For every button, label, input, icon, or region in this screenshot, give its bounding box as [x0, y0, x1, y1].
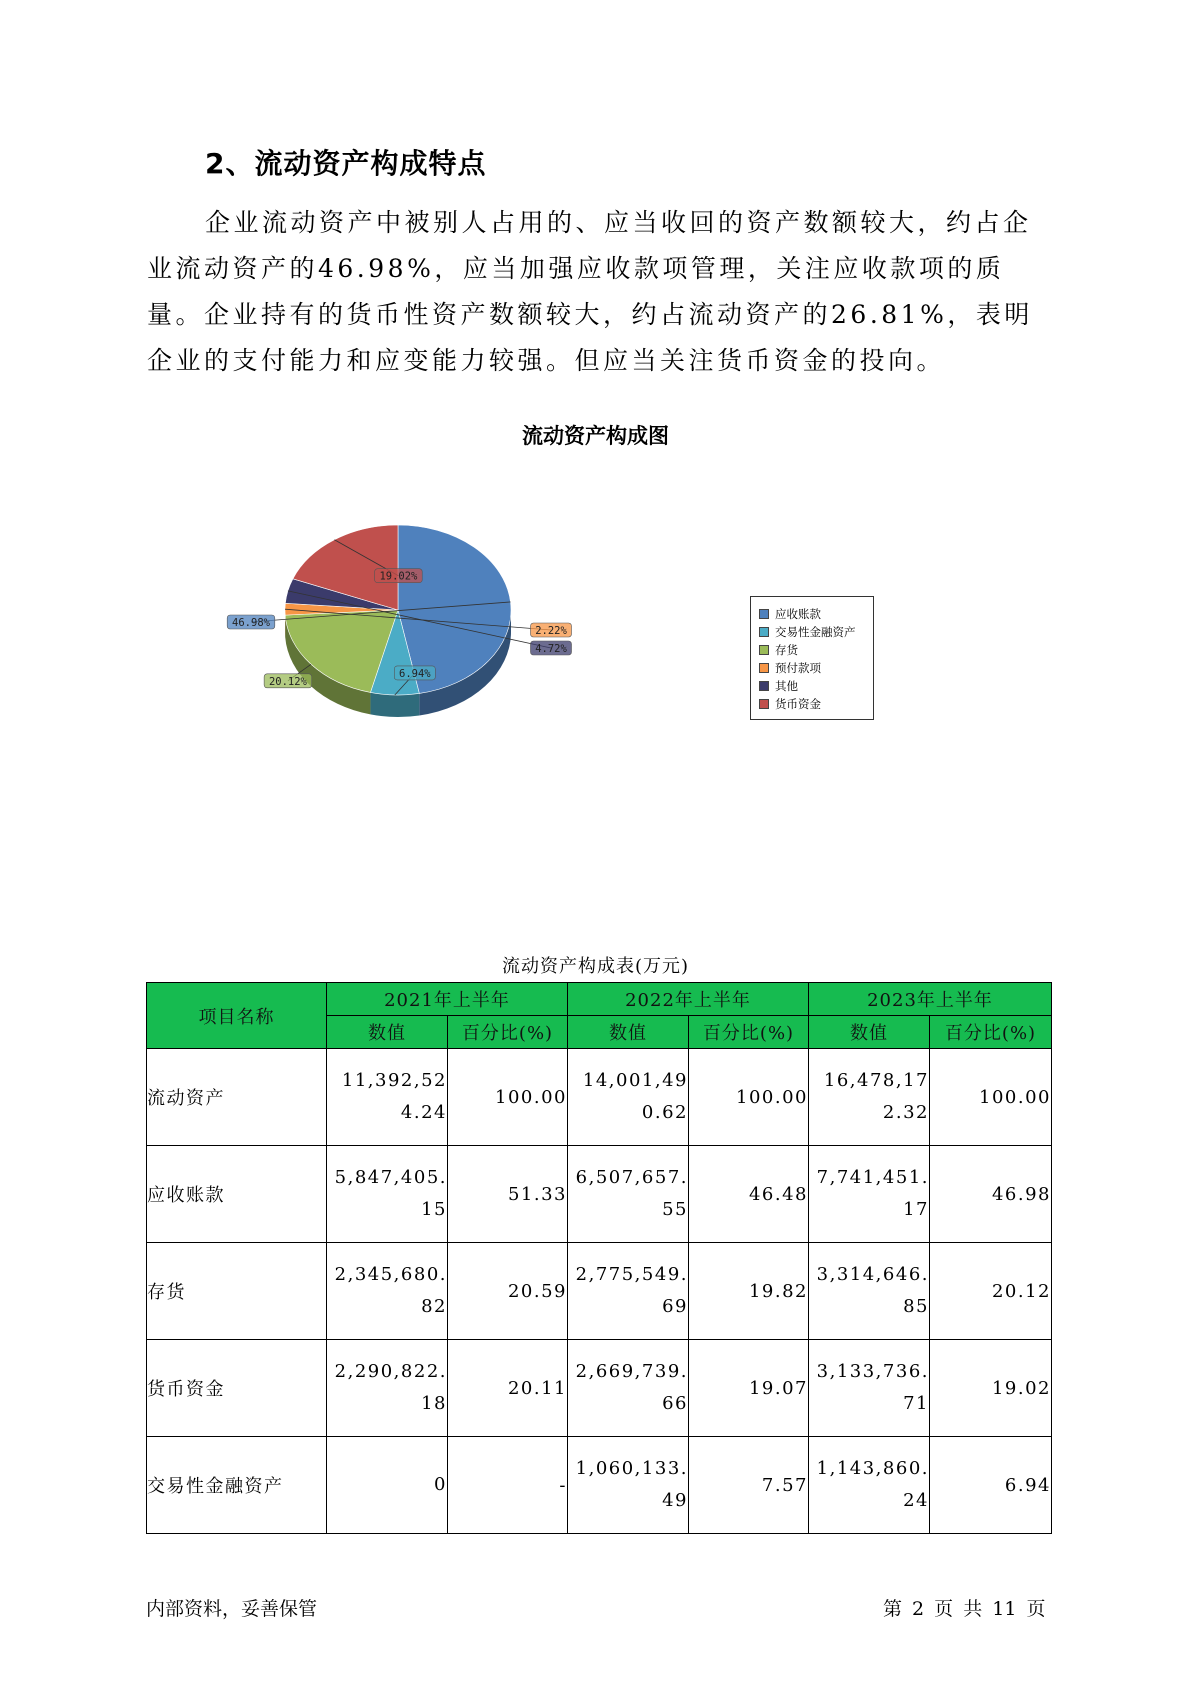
- legend-item-1: [759, 623, 873, 641]
- period-header: 2021年上半年: [327, 983, 568, 1016]
- table-row: [147, 1049, 1052, 1146]
- legend-item-4: [759, 677, 873, 695]
- value-cell: 0: [327, 1437, 448, 1534]
- table-row: [147, 1340, 1052, 1437]
- legend-swatch: [759, 645, 769, 655]
- chart-title: 流动资产构成图: [522, 424, 669, 448]
- percent-header: 百分比(%): [930, 1016, 1052, 1049]
- table-row: [147, 1437, 1052, 1534]
- percent-cell: 46.48: [689, 1146, 809, 1243]
- table-row: [147, 1146, 1052, 1243]
- legend-label: 其他: [775, 679, 798, 693]
- value-header: 数值: [568, 1016, 689, 1049]
- legend-label: 交易性金融资产: [775, 625, 856, 639]
- percent-header: 百分比(%): [689, 1016, 809, 1049]
- legend-label: 货币资金: [775, 697, 821, 711]
- data-label-1: 6.94%: [399, 667, 431, 680]
- legend-label: 应收账款: [775, 607, 821, 621]
- percent-cell: 20.12: [930, 1243, 1052, 1340]
- value-cell: 14,001,490.62: [568, 1049, 689, 1146]
- value-cell: 2,290,822.18: [327, 1340, 448, 1437]
- pie-chart: [220, 470, 620, 730]
- data-label-5: 19.02%: [379, 570, 418, 583]
- asset-table: [146, 982, 1052, 1534]
- legend-item-0: [759, 605, 873, 623]
- legend-item-5: [759, 695, 873, 713]
- period-header: 2022年上半年: [568, 983, 809, 1016]
- pie-side-1: [370, 692, 419, 717]
- data-label-3: 2.22%: [535, 625, 567, 637]
- chart-legend: [750, 596, 874, 720]
- data-label-2: 20.12%: [268, 675, 307, 688]
- value-header: 数值: [327, 1016, 448, 1049]
- value-cell: 3,314,646.85: [809, 1243, 930, 1340]
- value-cell: 16,478,172.32: [809, 1049, 930, 1146]
- row-label: 货币资金: [147, 1340, 327, 1437]
- percent-header: 百分比(%): [448, 1016, 568, 1049]
- row-label: 存货: [147, 1243, 327, 1340]
- percent-cell: 7.57: [689, 1437, 809, 1534]
- row-label: 流动资产: [147, 1049, 327, 1146]
- value-cell: 2,775,549.69: [568, 1243, 689, 1340]
- percent-cell: 19.07: [689, 1340, 809, 1437]
- value-header: 数值: [809, 1016, 930, 1049]
- value-cell: 5,847,405.15: [327, 1146, 448, 1243]
- data-label-0: 46.98%: [232, 617, 270, 629]
- value-cell: 6,507,657.55: [568, 1146, 689, 1243]
- percent-cell: 51.33: [448, 1146, 568, 1243]
- row-label: 应收账款: [147, 1146, 327, 1243]
- percent-cell: 100.00: [448, 1049, 568, 1146]
- percent-cell: 20.59: [448, 1243, 568, 1340]
- legend-item-3: [759, 659, 873, 677]
- percent-cell: 100.00: [930, 1049, 1052, 1146]
- value-cell: 2,345,680.82: [327, 1243, 448, 1340]
- legend-label: 存货: [775, 643, 798, 657]
- value-cell: 7,741,451.17: [809, 1146, 930, 1243]
- value-cell: 11,392,524.24: [327, 1049, 448, 1146]
- row-label: 交易性金融资产: [147, 1437, 327, 1534]
- percent-cell: 19.02: [930, 1340, 1052, 1437]
- footer-note: 内部资料，妥善保管: [146, 1598, 318, 1620]
- legend-label: 预付款项: [775, 661, 821, 675]
- percent-cell: -: [448, 1437, 568, 1534]
- legend-swatch: [759, 681, 769, 691]
- legend-swatch: [759, 699, 769, 709]
- value-cell: 1,143,860.24: [809, 1437, 930, 1534]
- value-cell: 3,133,736.71: [809, 1340, 930, 1437]
- percent-cell: 19.82: [689, 1243, 809, 1340]
- page-number: 第 2 页 共 11 页: [883, 1598, 1046, 1620]
- value-cell: 1,060,133.49: [568, 1437, 689, 1534]
- legend-swatch: [759, 609, 769, 619]
- percent-cell: 6.94: [930, 1437, 1052, 1534]
- value-cell: 2,669,739.66: [568, 1340, 689, 1437]
- legend-swatch: [759, 627, 769, 637]
- legend-swatch: [759, 663, 769, 673]
- percent-cell: 100.00: [689, 1049, 809, 1146]
- table-caption: 流动资产构成表(万元): [501, 956, 690, 977]
- percent-cell: 46.98: [930, 1146, 1052, 1243]
- item-header: 项目名称: [147, 983, 327, 1049]
- percent-cell: 20.11: [448, 1340, 568, 1437]
- table-row: [147, 1243, 1052, 1340]
- legend-item-2: [759, 641, 873, 659]
- section-heading: 2、流动资产构成特点: [205, 147, 487, 180]
- data-label-4: 4.72%: [535, 643, 567, 655]
- period-header: 2023年上半年: [809, 983, 1052, 1016]
- body-paragraph: 企业流动资产中被别人占用的、应当收回的资产数额较大，约占企业流动资产的46.98%，应当加强应收款项管理，关注应收款项的质量。企业持有的货币性资产数额较大，约占流动资产的26.81%，表明企业的支付能力和应变能力较强。但应当关注货币资金的投向。: [147, 208, 1033, 375]
